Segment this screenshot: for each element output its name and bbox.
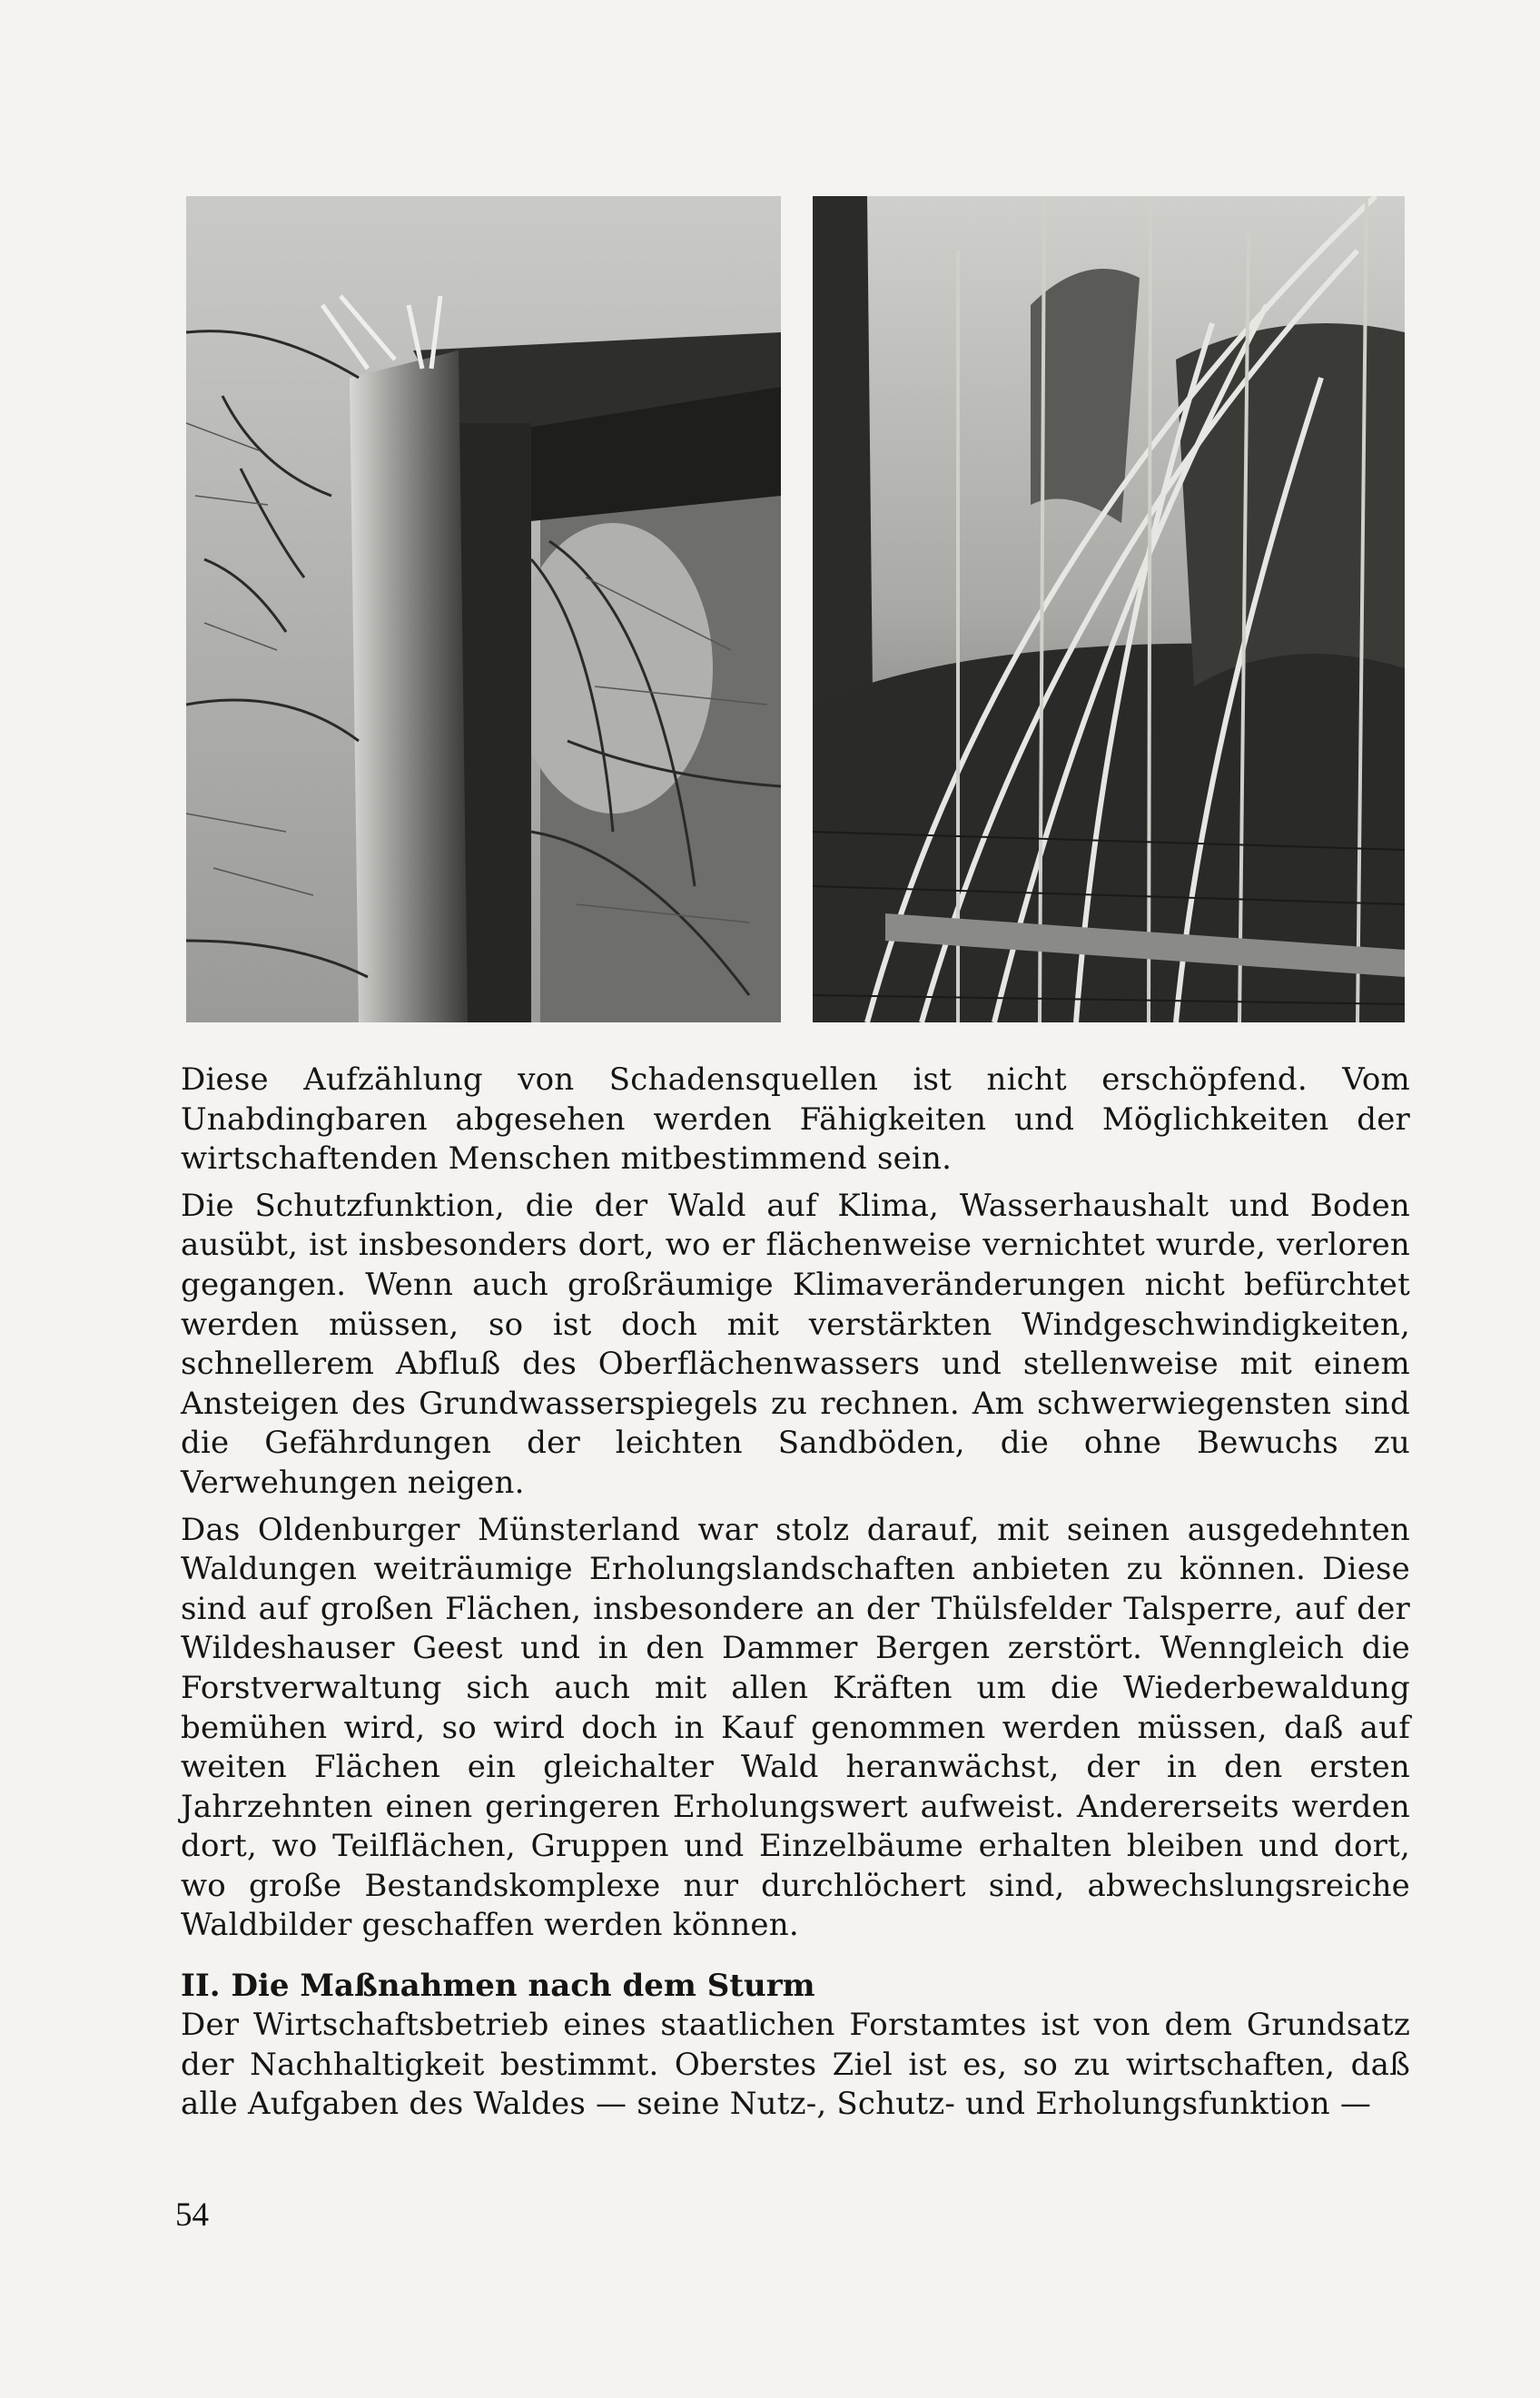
section-heading: II. Die Maßnahmen nach dem Sturm [181, 1968, 815, 2005]
photo-row [186, 196, 1405, 1022]
photo-broken-trunk [186, 196, 781, 1022]
page-number: 54 [175, 2196, 209, 2234]
body-text [181, 1061, 1410, 2132]
paragraph: Der Wirtschaftsbetrieb eines staatlichen Forstamtes ist von dem Grundsatz der Nachhaltigkeit bestimmt. Oberstes Ziel ist es, so zu wirtschaften, daß alle Aufgaben des Waldes — seine Nutz-, Schutz- und Erholungsfunktion — [181, 2007, 1410, 2123]
paragraph: Diese Aufzählung von Schadensquellen ist nicht erschöpfend. Vom Unabdingbaren abgesehen werden Fähigkeiten und Möglichkeiten der wirtschaftenden Menschen mitbestimmend sein. [181, 1061, 1410, 1178]
photo-bent-forest [813, 196, 1405, 1022]
paragraph: Das Oldenburger Münsterland war stolz darauf, mit seinen ausgedehnten Waldungen weiträumige Erholungslandschaften anbieten zu können. Diese sind auf großen Flächen, insbesondere an der Thülsfelder Talsperre, auf der Wildeshauser Geest und in den Dammer Bergen zerstört. Wenngleich die Forstverwaltung sich auch mit allen Kräften um die Wiederbewaldung bemühen wird, so wird doch in Kauf genommen werden müssen, daß auf weiten Flächen ein gleichalter Wald heranwächst, der in den ersten Jahrzehnten einen geringeren Erholungswert aufweist. Andererseits werden dort, wo Teilflächen, Gruppen und Einzelbäume erhalten bleiben und dort, wo große Bestandskomplexe nur durchlöchert sind, abwechslungsreiche Waldbilder geschaffen werden können. [181, 1511, 1410, 1944]
paragraph: Die Schutzfunktion, die der Wald auf Klima, Wasserhaushalt und Boden ausübt, ist insbesonders dort, wo er flächenweise vernichtet wurde, verloren gegangen. Wenn auch großräumige Klimaveränderungen nicht befürchtet werden müssen, so ist doch mit verstärkten Windgeschwindigkeiten, schnellerem Abfluß des Oberflächenwassers und stellenweise mit einem Ansteigen des Grundwasserspiegels zu rechnen. Am schwerwiegensten sind die Gefährdungen der leichten Sandböden, die ohne Bewuchs zu Verwehungen neigen. [181, 1187, 1410, 1501]
